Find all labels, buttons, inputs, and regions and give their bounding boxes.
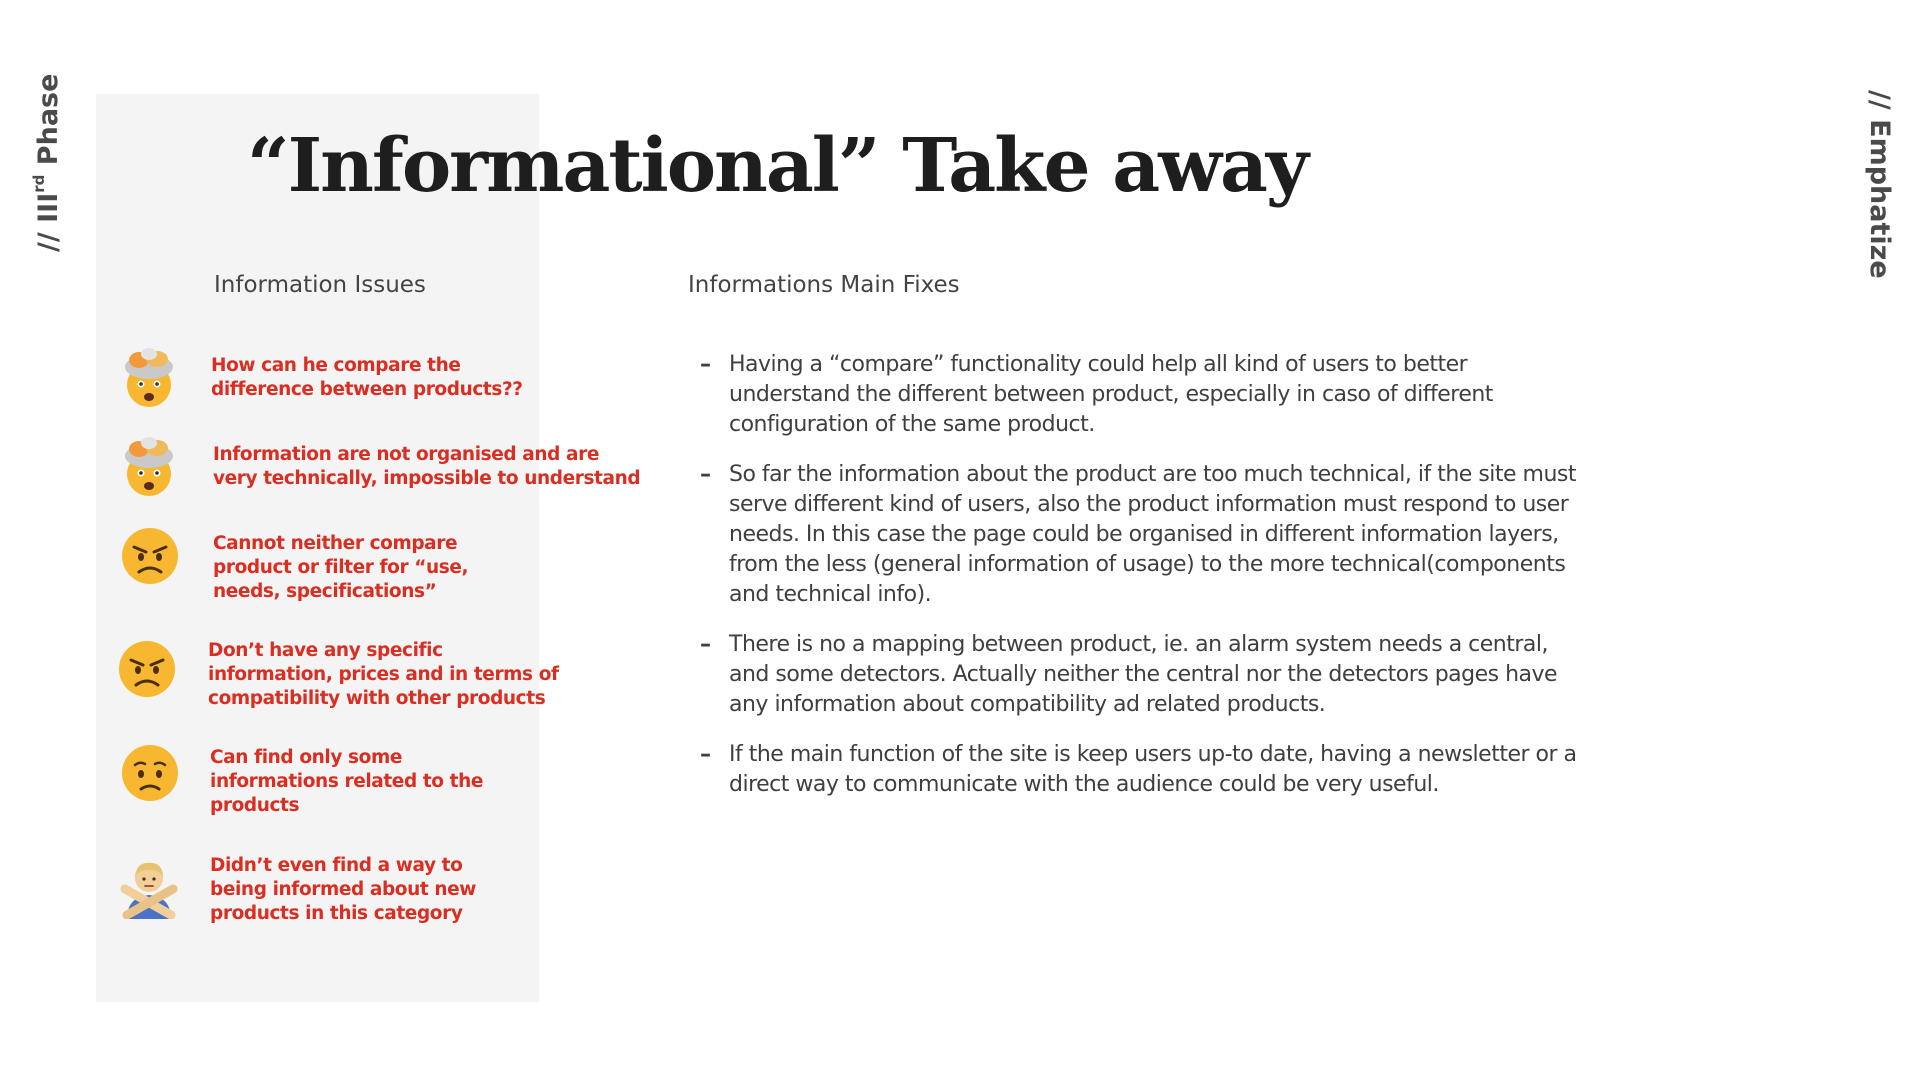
bullet-dash: – xyxy=(700,632,711,657)
fix-text: If the main function of the site is keep users up-to date, having a newsletter or a direct way to communicate with the audience could be very useful. xyxy=(729,742,1577,797)
worried-face-emoji xyxy=(120,742,180,804)
fixes-heading: Informations Main Fixes xyxy=(688,272,960,298)
issue-item xyxy=(120,742,180,804)
stage-label: // Emphatize xyxy=(1864,90,1895,279)
issues-heading: Information Issues xyxy=(214,272,426,298)
fix-text: There is no a mapping between product, ie. an alarm system needs a central, and some detectors. Actually neither the central nor the detectors pages have any information about compatibility ad related products. xyxy=(729,632,1558,717)
issue-item xyxy=(119,857,179,919)
page-title: “Informational” Take away xyxy=(247,123,1307,209)
phase-label-suffix: Phase xyxy=(33,73,64,175)
fix-item xyxy=(700,740,1590,800)
fixes-list xyxy=(700,350,1590,820)
phase-label-prefix: // III xyxy=(33,192,64,252)
bullet-dash: – xyxy=(700,462,711,487)
person-gesturing-no-emoji xyxy=(119,857,179,919)
bullet-dash: – xyxy=(700,352,711,377)
fix-item xyxy=(700,460,1590,610)
fix-item xyxy=(700,350,1590,440)
phase-label-ordinal: rd xyxy=(30,174,48,193)
exploding-head-emoji xyxy=(119,436,179,498)
issue-item xyxy=(117,638,177,700)
angry-face-emoji xyxy=(120,525,180,587)
issue-text: Information are not organised and are very technically, impossible to understand xyxy=(213,444,641,489)
issue-text: Don’t have any specific information, prices and in terms of compatibility with other products xyxy=(208,640,559,709)
fix-item xyxy=(700,630,1590,720)
issue-item xyxy=(120,525,180,587)
phase-label xyxy=(30,73,64,252)
fix-text: Having a “compare” functionality could help all kind of users to better understand the different between product, especially in caso of different configuration of the same product. xyxy=(729,352,1493,437)
issue-text: Cannot neither compare product or filter for “use, needs, specifications” xyxy=(213,533,469,602)
angry-face-emoji xyxy=(117,638,177,700)
issue-text: Can find only some informations related to the products xyxy=(210,747,483,816)
issue-text: Didn’t even find a way to being informed about new products in this category xyxy=(210,855,476,924)
exploding-head-emoji xyxy=(119,347,179,409)
issue-item xyxy=(119,436,179,498)
bullet-dash: – xyxy=(700,742,711,767)
issue-item xyxy=(119,347,179,409)
fix-text: So far the information about the product are too much technical, if the site must serve different kind of users, also the product information must respond to user needs. In this case the page could be organised in different information layers, from the less (general information of usage) to the more technical(components and technical info). xyxy=(729,462,1577,607)
issue-text: How can he compare the difference between products?? xyxy=(211,355,523,400)
